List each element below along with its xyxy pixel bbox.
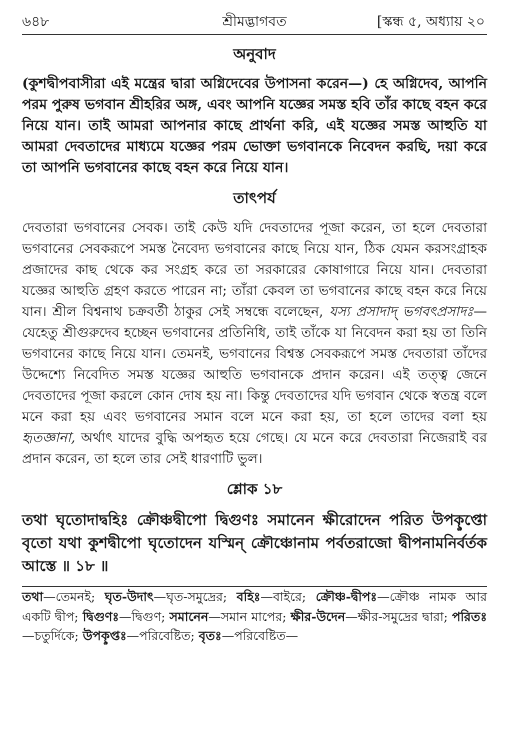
chapter-reference: [স্কন্ধ ৫, অধ্যায় ২০ [376,14,485,30]
header-rule [22,34,487,35]
synonym-word: ঘৃত-উদাৎ [104,589,154,604]
translation-heading: অনুবাদ [233,45,276,63]
purport-text [22,218,487,470]
purport-part-2: —যেহেতু শ্রীগুরুদেব হচ্ছেন ভগবানের প্রতিনিধি, তাই তাঁকে যা নিবেদন করা হয় তা তিনি ভগবানের কাছে নিয়ে যান। তেমনই, ভগবানের বিশ্বস্ত সেবকরূপে সমস্ত দেবতারা তাঁদের উদ্দেশ্যে নিবেদিত সমস্ত যজ্ঞের আহুতি ভগবানকে প্রদান করেন। এই তত্ত্ব জেনে দেবতাদের পূজা করলে কোন দোষ হয় না। কিন্তু দেবতাদের যদি ভগবান থেকে স্বতন্ত্র বলে মনে করা হয় এবং ভগবানের সমান বলে মনে করা হয়, তা হলে তাদের বলা হয় [22,304,487,425]
synonym-meaning: পরিবেষ্টিত; [139,628,199,643]
page-number: ৬৪৮ [22,14,50,30]
purport-part-3: অর্থাৎ যাদের বুদ্ধি অপহৃত হয়ে গেছে। যে মনে করে দেবতারা নিজেরাই বর প্রদান করেন, তা হলে তার সেই ধারণাটি ভুল। [22,430,487,467]
synonym-meaning: পরিবেষ্টিত— [234,628,299,643]
synonym-word: বৃতঃ [198,628,222,643]
synonym-meaning: ক্রৌঞ্চ নামক আর একটি দ্বীপ; [22,589,487,624]
synonym-word: সমানেন [169,608,209,624]
book-title: শ্রীমদ্ভাগবত [222,14,287,30]
synonym-meaning: ঘৃত-সমুদ্রের; [166,589,237,604]
synonym-word: ক্ষীর-উদেন [290,608,346,624]
synonym-meaning: চতুর্দিকে; [34,628,83,643]
book-page [22,8,487,646]
synonym-word: উপকৢপ্তঃ [82,628,127,643]
translation-text: (কুশদ্বীপবাসীরা এই মন্ত্রের দ্বারা অগ্নিদেবের উপাসনা করেন—) হে অগ্নিদেব, আপনি পরম পুরুষ ভগবান শ্রীহরির অঙ্গ, এবং আপনি যজ্ঞের সমস্ত হবি তাঁর কাছে বহন করে নিয়ে যান। তাই আমরা আপনার কাছে প্রার্থনা করি, এই যজ্ঞের সমস্ত আহুতি যা আমরা দেবতাদের মাধ্যমে যজ্ঞের পরম ভোক্তা ভগবানকে নিবেদন করছি, দয়া করে তা আপনি ভগবানের কাছে বহন করে নিয়ে যান। [22,76,487,176]
page-header [22,8,487,30]
synonym-meaning: দ্বিগুণ; [131,608,170,624]
purport-quote: যস্য প্রসাদাদ্ ভগবৎপ্রসাদঃ [329,304,474,320]
synonym-meaning: সমান মাপের; [220,608,291,624]
synonym-word: পরিতঃ [452,608,487,624]
synonyms-text: তথা—তেমনই; ঘৃত-উদাৎ—ঘৃত-সমুদ্রের; বহিঃ—বাইরে; ক্রৌঞ্চ-দ্বীপঃ—ক্রৌঞ্চ নামক আর একটি দ্বীপ; দ্বিগুণঃ—দ্বিগুণ; সমানেন—সমান মাপের; ক্ষীর-উদেন—ক্ষীর-সমুদ্রের দ্বারা; পরিতঃ—চতুর্দিকে; উপকৢপ্তঃ—পরিবেষ্টিত; বৃতঃ—পরিবেষ্টিত— [22,589,487,643]
synonym-meaning: তেমনই; [55,589,105,604]
synonym-word: বহিঃ [236,589,261,604]
purport-part-1: দেবতারা ভগবানের সেবক। তাই কেউ যদি দেবতাদের পূজা করেন, তা হলে দেবতারা ভগবানের সেবকরূপে সমস্ত নৈবেদ্য ভগবানের কাছে নিয়ে যান, ঠিক যেমন করসংগ্রাহক প্রজাদের কাছ থেকে কর সংগ্রহ করে তা সরকারের কোষাগারে নিয়ে যান। দেবতারা যজ্ঞের আহুতি গ্রহণ করতে পারেন না; তাঁরা কেবল তা ভগবানের কাছে বহন করে নিয়ে যান। শ্রীল বিশ্বনাথ চক্রবর্তী ঠাকুর সেই সম্বন্ধে বলেছেন, [22,220,487,320]
verse-text: তথা ঘৃতোদাদ্বহিঃ ক্রৌঞ্চদ্বীপো দ্বিগুণঃ সমানেন ক্ষীরোদেন পরিত উপকৢপ্তো বৃতো যথা কুশদ্বীপো ঘৃতোদেন যস্মিন্ ক্রৌঞ্চোনাম পর্বতরাজো দ্বীপনামনির্বর্তক আস্তে ॥ ১৮ ॥ [22,511,487,575]
synonym-word: তথা [22,589,44,604]
verse-heading: শ্লোক ১৮ [226,480,283,498]
purport-heading: তাৎপর্য [233,189,276,207]
synonym-meaning: বাইরে; [272,589,316,604]
synonym-word: দ্বিগুণঃ [82,608,120,624]
synonym-word: ক্রৌঞ্চ-দ্বীপঃ [315,589,378,604]
purport-term: হৃতজ্ঞানা, [22,430,76,446]
synonym-meaning: ক্ষীর-সমুদ্রের দ্বারা; [357,608,452,624]
